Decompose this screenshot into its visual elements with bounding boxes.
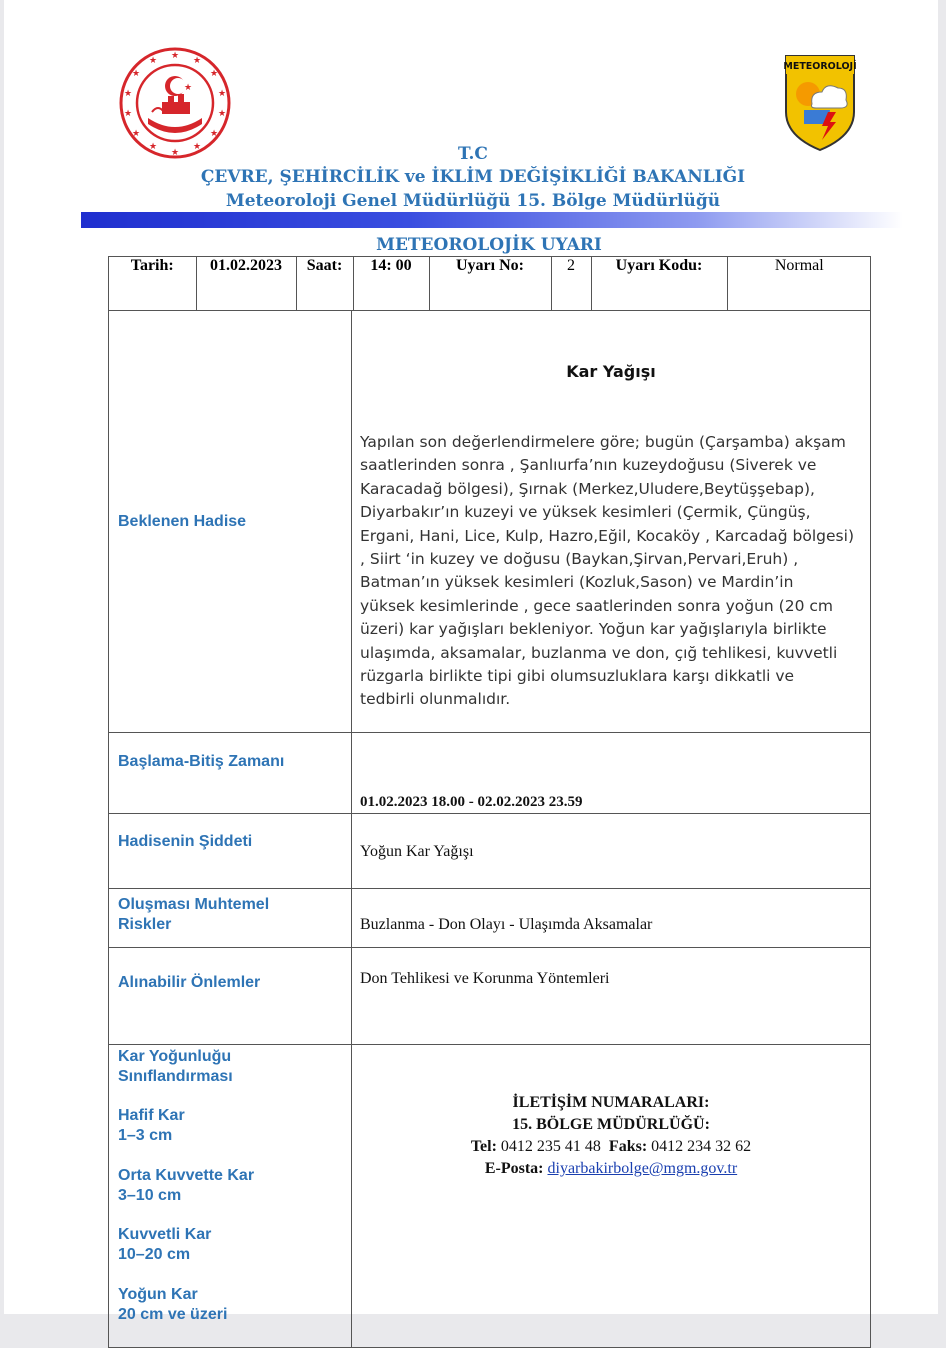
svg-text:★: ★ [148,142,158,152]
svg-text:★: ★ [209,129,219,139]
svg-text:★: ★ [192,56,202,66]
contact-heading: İLETİŞİM NUMARALARI: [512,1094,710,1111]
precautions-label: Alınabilir Önlemler [109,948,352,1045]
scale-item-1-range: 1–3 cm [118,1127,173,1144]
svg-text:★: ★ [131,129,141,139]
risks-label: Oluşması Muhtemel Riskler [109,889,352,948]
event-cell [352,311,871,733]
severity-label: Hadisenin Şiddeti [109,814,352,889]
precautions-value: Don Tehlikesi ve Korunma Yöntemleri [352,948,871,1045]
contact-email-line: E-Posta: diyarbakirbolge@mgm.gov.tr [484,1160,738,1177]
meta-row [109,257,871,310]
severity-value: Yoğun Kar Yağışı [352,814,871,889]
date-label: Tarih: [109,257,196,310]
contact-cell [352,1045,871,1348]
directorate-name: Meteoroloji Genel Müdürlüğü 15. Bölge Müdürlüğü [225,191,721,211]
svg-text:★: ★ [170,51,180,61]
scale-item-2-name: Orta Kuvvette Kar [118,1167,255,1184]
contact-phone-line: Tel: 0412 235 41 48 Faks: 0412 234 32 62 [470,1138,752,1155]
contact-office: 15. BÖLGE MÜDÜRLÜĞÜ: [512,1116,710,1133]
warning-table [108,256,871,1348]
svg-text:★: ★ [209,69,219,79]
snow-scale: Kar Yoğunluğu Sınıflandırması Hafif Kar 1–3 cm Orta Kuvvette Kar 3–10 cm Kuvvetli Kar 10–20 cm Yoğun Kar 20 cm ve üzeri [109,1045,352,1348]
email-link[interactable]: diyarbakirbolge@mgm.gov.tr [547,1160,738,1177]
svg-text:METEOROLOJİ: METEOROLOJİ [783,61,857,72]
svg-text:★: ★ [192,142,202,152]
warning-code-value: Normal [774,257,824,274]
meteorology-shield-logo [782,52,858,152]
svg-text:★: ★ [184,83,193,93]
timing-value: 01.02.2023 18.00 - 02.02.2023 23.59 [352,733,871,814]
svg-text:★: ★ [131,69,141,79]
svg-text:★: ★ [217,89,227,99]
svg-text:★: ★ [148,56,158,66]
scale-item-4-name: Yoğun Kar [118,1286,198,1303]
time-label: Saat: [296,257,353,310]
scale-item-3-name: Kuvvetli Kar [118,1226,212,1243]
event-label: Beklenen Hadise [109,311,352,733]
event-title: Kar Yağışı [566,362,656,381]
svg-text:★: ★ [123,89,133,99]
header-tc: T.C [458,144,488,164]
document-title: METEOROLOJİK UYARI [376,235,602,255]
ministry-name: ÇEVRE, ŞEHİRCİLİK ve İKLİM DEĞİŞİKLİĞİ BAKANLIĞI [200,167,746,187]
warning-code-label: Uyarı Kodu: [591,257,727,310]
ministry-seal-logo [118,46,232,160]
warning-no-label: Uyarı No: [429,257,551,310]
svg-text:★: ★ [170,148,180,158]
warning-no-value: 2 [551,257,591,310]
time-value: 14: 00 [353,257,429,310]
risks-value: Buzlanma - Don Olayı - Ulaşımda Aksamalar [352,889,871,948]
scale-item-1-name: Hafif Kar [118,1107,185,1124]
svg-text:★: ★ [123,109,133,119]
event-description: Yapılan son değerlendirmelere göre; bugün (Çarşamba) akşam saatlerinden sonra , Şanlıurfa’nın kuzeydoğusu (Siverek ve Karacadağ bölgesi), Şırnak (Merkez,Uludere,Beytüşşebap), Diyarbakır’ın kuzeyi ve yüksek kesimleri (Çermik, Çüngüş, Ergani, Hani, Lice, Kulp, Hazro,Eğil, Kocaköy , Karcadağ bölgesi) , Siirt ‘in kuzey ve doğusu (Baykan,Şirvan,Pervari,Eruh) , Batman’ın yüksek kesimleri (Kozluk,Sason) ve Mardin’in yüksek kesimlerinde , gece saatlerinden sonra yoğun (20 cm üzeri) kar yağışları bekleniyor. Yoğun kar yağışlarıyla birlikte ulaşımda, aksamalar, buzlanma ve don, çığ tehlikesi, kuvvetli rüzgarla birlikte tipi gibi olumsuzluklara karşı dikkatli ve tedbirli olunmalıdır. [360,433,854,709]
scale-item-2-range: 3–10 cm [118,1187,182,1204]
timing-label: Başlama-Bitiş Zamanı [109,733,352,814]
scale-item-4-range: 20 cm ve üzeri [118,1306,228,1323]
date-value: 01.02.2023 [196,257,296,310]
scale-item-3-range: 10–20 cm [118,1246,191,1263]
header-band [81,212,903,228]
svg-text:★: ★ [217,109,227,119]
